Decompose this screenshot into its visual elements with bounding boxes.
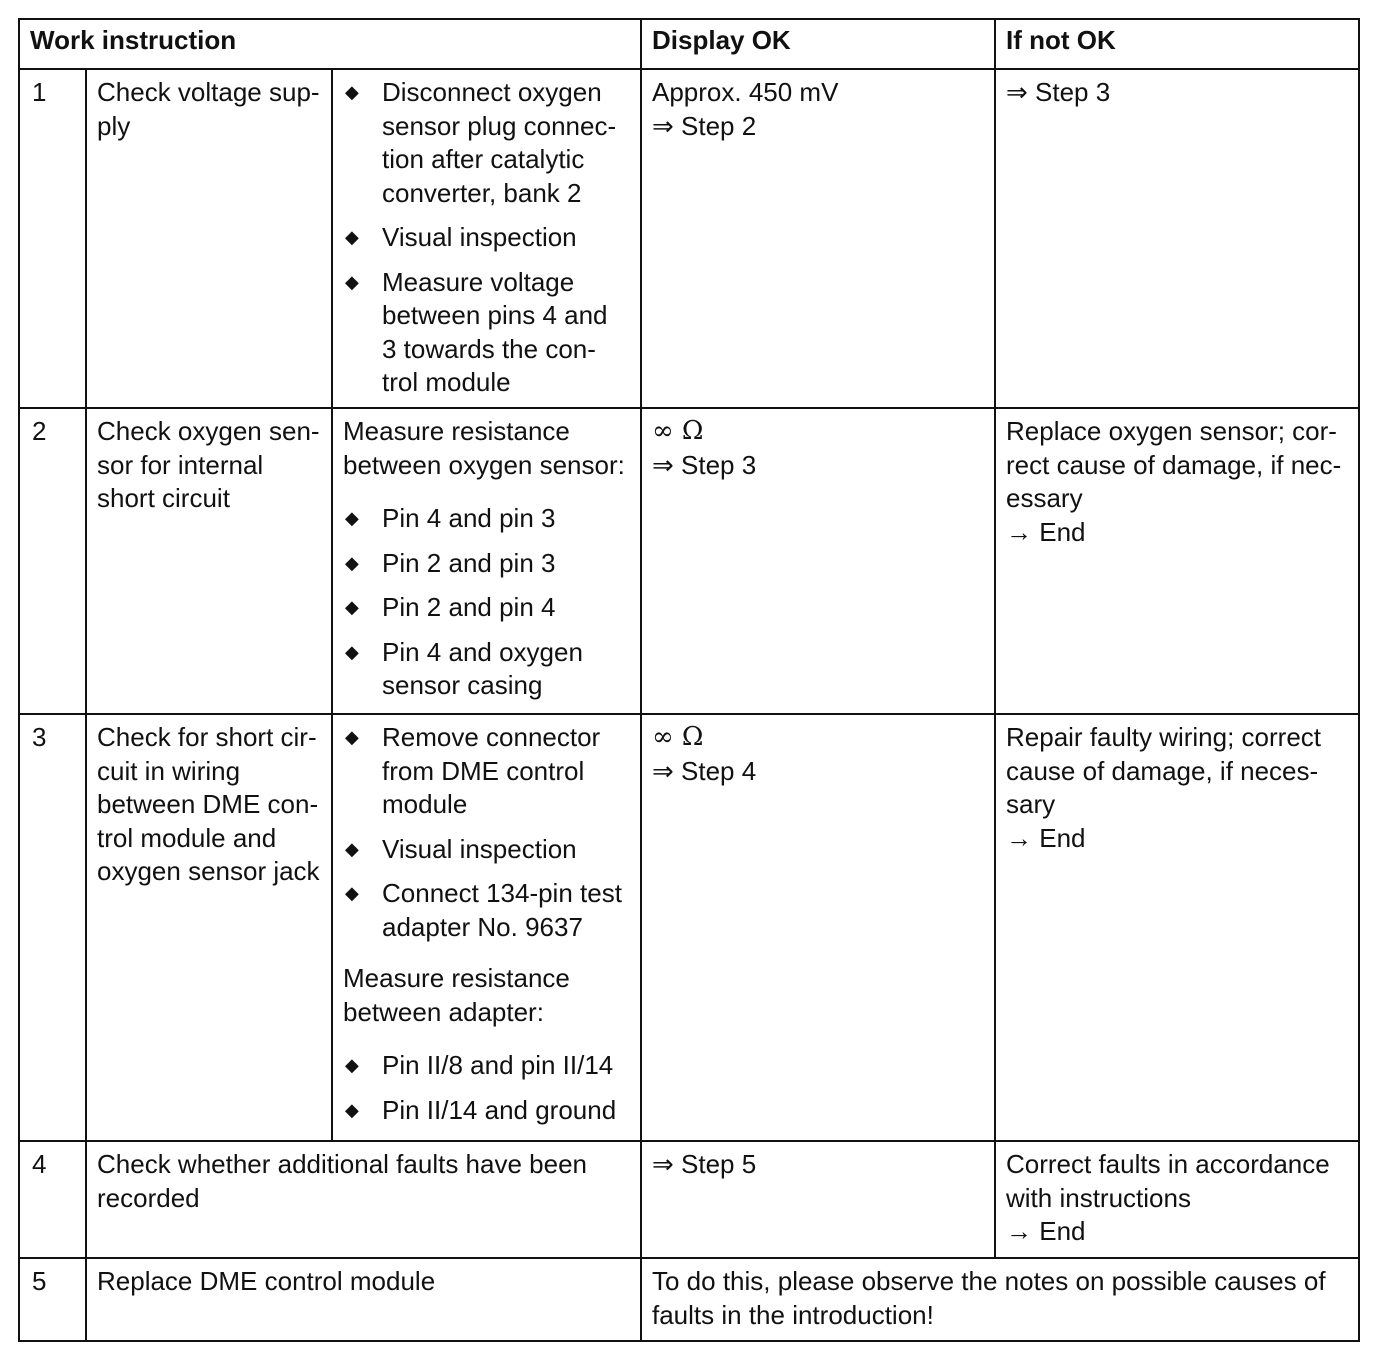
- step-task: Check voltage sup- ply: [86, 69, 332, 408]
- procedure-list: [343, 502, 630, 703]
- list-item-text: Pin 4 and pin 3: [382, 503, 556, 533]
- list-item: ◆ Disconnect oxygen sensor plug connec- tion after catalytic converter, bank 2: [345, 77, 617, 208]
- table-row-step-2: [19, 408, 1359, 714]
- diamond-bullet-icon: ◆: [345, 227, 359, 247]
- list-item: [343, 591, 630, 625]
- display-ok-cell: [641, 714, 995, 1141]
- display-ok-value: ∞ Ω: [652, 416, 704, 446]
- list-item: [343, 833, 630, 867]
- step-procedure: [332, 69, 641, 408]
- table-row-step-1: [19, 69, 1359, 408]
- if-not-ok-action: Replace oxygen sensor; cor- rect cause of damage, if nec- essary: [1006, 416, 1342, 513]
- if-not-ok-cell: [995, 1141, 1359, 1258]
- if-not-ok-action: Repair faulty wiring; correct cause of damage, if neces- sary: [1006, 722, 1321, 819]
- diamond-bullet-icon: ◆: [345, 271, 359, 292]
- step-number: 3: [19, 714, 86, 1141]
- if-not-ok-next-step: → End: [1006, 1216, 1086, 1246]
- diamond-bullet-icon: ◆: [345, 82, 359, 102]
- step-task: Replace DME control module: [86, 1258, 641, 1341]
- list-item: [343, 1094, 630, 1128]
- display-ok-value: ∞ Ω: [652, 722, 704, 752]
- list-item-text: Visual inspection: [382, 222, 577, 252]
- display-ok-next-step: ⇒ Step 4: [652, 755, 757, 786]
- list-item: [343, 547, 630, 581]
- display-ok-value: Approx. 450 mV: [652, 77, 839, 107]
- list-item: ◆ Measure voltage between pins 4 and 3 towards the con- trol module: [345, 266, 608, 397]
- diamond-bullet-icon: ◆: [345, 727, 359, 747]
- display-ok-cell: [641, 408, 995, 714]
- if-not-ok-cell: [995, 408, 1359, 714]
- if-not-ok-cell: [995, 714, 1359, 1141]
- list-item: ◆ Remove connector from DME control module: [345, 722, 601, 819]
- diamond-bullet-icon: ◆: [345, 597, 359, 617]
- diamond-bullet-icon: ◆: [345, 883, 359, 903]
- if-not-ok-next-step: ⇒ Step 3: [1006, 77, 1111, 107]
- if-not-ok-next-step: → End: [1006, 516, 1086, 547]
- list-item: [343, 221, 630, 255]
- procedure-list-2: [343, 1049, 630, 1127]
- if-not-ok-action: Correct faults in accordance with instructions: [1006, 1149, 1330, 1213]
- procedure-lead-text: Measure resistance between oxygen sensor:: [343, 416, 625, 480]
- header-display-ok: Display OK: [641, 19, 995, 69]
- display-ok-next-step: ⇒ Step 5: [652, 1149, 757, 1179]
- diamond-bullet-icon: ◆: [345, 508, 359, 528]
- step-note: To do this, please observe the notes on possible causes of faults in the introduction!: [641, 1258, 1359, 1341]
- procedure-list: [343, 76, 630, 400]
- if-not-ok-next-step: → End: [1006, 822, 1086, 853]
- step-number: 2: [19, 408, 86, 714]
- display-ok-cell: [641, 1141, 995, 1258]
- if-not-ok-cell: [995, 69, 1359, 408]
- list-item-text: Visual inspection: [382, 833, 577, 864]
- table-row-step-4: [19, 1141, 1359, 1258]
- procedure-list: [343, 721, 630, 944]
- list-item-text: Pin II/8 and pin II/14: [382, 1050, 614, 1080]
- display-ok-cell: [641, 69, 995, 408]
- diamond-bullet-icon: ◆: [345, 1099, 359, 1120]
- step-number: 5: [19, 1258, 86, 1341]
- table-row-step-3: [19, 714, 1359, 1141]
- list-item: [343, 502, 630, 536]
- list-item: [343, 1049, 630, 1083]
- step-procedure: [332, 408, 641, 714]
- display-ok-next-step: ⇒ Step 2: [652, 110, 757, 141]
- step-procedure: [332, 714, 641, 1141]
- step-task: Check oxygen sen- sor for internal short circuit: [86, 408, 332, 714]
- list-item-text: Pin II/14 and ground: [382, 1094, 617, 1125]
- step-task: Check for short cir- cuit in wiring between DME con- trol module and oxygen sensor jack: [86, 714, 332, 1141]
- step-number: 4: [19, 1141, 86, 1258]
- header-work-instruction: Work instruction: [19, 19, 641, 69]
- list-item-text: Pin 2 and pin 4: [382, 592, 556, 622]
- table-row-step-5: [19, 1258, 1359, 1341]
- procedure-mid-text: Measure resistance between adapter:: [343, 963, 570, 1027]
- work-instruction-table: [18, 18, 1360, 1342]
- diamond-bullet-icon: ◆: [345, 641, 359, 662]
- display-ok-next-step: ⇒ Step 3: [652, 449, 757, 480]
- step-number: 1: [19, 69, 86, 408]
- header-row: [19, 19, 1359, 69]
- diamond-bullet-icon: ◆: [345, 1055, 359, 1075]
- header-if-not-ok: If not OK: [995, 19, 1359, 69]
- list-item-text: Pin 2 and pin 3: [382, 547, 556, 578]
- list-item: ◆ Pin 4 and oxygen sensor casing: [345, 636, 583, 700]
- step-task: Check whether additional faults have been recorded: [86, 1141, 641, 1258]
- diamond-bullet-icon: ◆: [345, 552, 359, 573]
- list-item: ◆ Connect 134-pin test adapter No. 9637: [345, 878, 622, 942]
- diamond-bullet-icon: ◆: [345, 838, 359, 859]
